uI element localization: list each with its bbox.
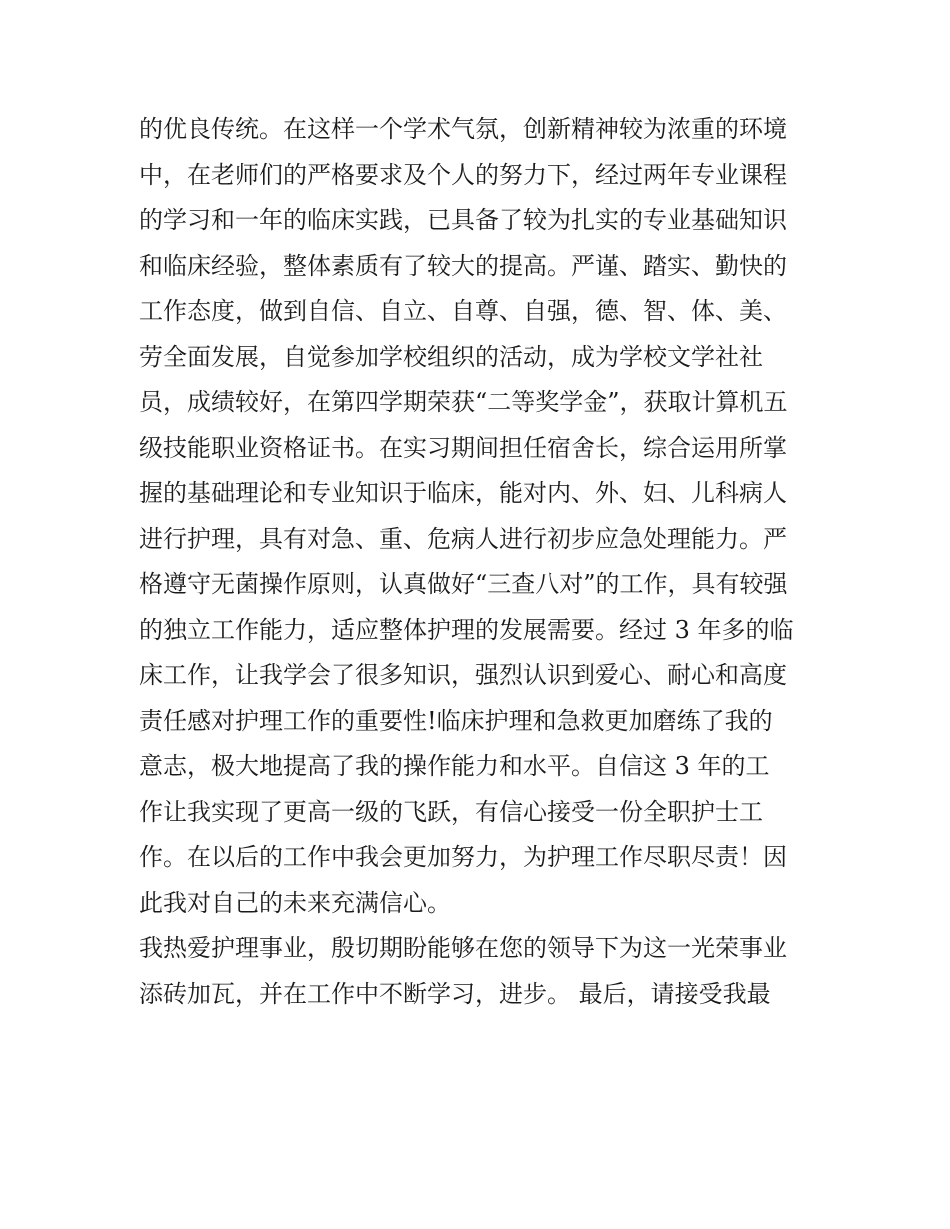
text-line: 中，在老师们的严格要求及个人的努力下，经过两年专业课程 [139, 160, 787, 189]
text-line: 作。在以后的工作中我会更加努力，为护理工作尽职尽责！因 [139, 843, 787, 871]
text-line: 此我对自己的未来充满信心。 [139, 888, 451, 917]
text-line: 握的基础理论和专业知识于临床，能对内、外、妇、儿科病人 [139, 479, 787, 507]
text-line: 劳全面发展，自觉参加学校组织的活动，成为学校文学社社 [139, 342, 763, 371]
text-line: 格遵守无菌操作原则，认真做好“三查八对”的工作，具有较强 [139, 570, 788, 598]
text-line: 我热爱护理事业，殷切期盼能够在您的领导下为这一光荣事业 [139, 934, 787, 962]
body-text [139, 107, 819, 1017]
text-line: 意志，极大地提高了我的操作能力和水平。自信这 3 年的工 [139, 752, 770, 780]
text-line: 的学习和一年的临床实践，已具备了较为扎实的专业基础知识 [139, 206, 787, 234]
text-line: 的独立工作能力，适应整体护理的发展需要。经过 3 年多的临 [139, 615, 794, 644]
text-line: 级技能职业资格证书。在实习期间担任宿舍长，综合运用所掌 [139, 433, 787, 462]
text-line: 员，成绩较好，在第四学期荣获“二等奖学金”，获取计算机五 [139, 388, 788, 416]
text-line: 进行护理，具有对急、重、危病人进行初步应急处理能力。严 [139, 524, 787, 553]
text-line: 责任感对护理工作的重要性!临床护理和急救更加磨练了我的 [139, 706, 773, 735]
text-line: 添砖加瓦，并在工作中不断学习，进步。 最后，请接受我最 [139, 979, 771, 1008]
text-line: 工作态度，做到自信、自立、自尊、自强，德、智、体、美、 [139, 297, 787, 325]
text-line: 的优良传统。在这样一个学术气氛，创新精神较为浓重的环境 [139, 115, 787, 143]
text-line: 床工作，让我学会了很多知识，强烈认识到爱心、耐心和高度 [139, 661, 787, 689]
text-line: 作让我实现了更高一级的飞跃，有信心接受一份全职护士工 [139, 797, 763, 826]
text-line: 和临床经验，整体素质有了较大的提高。严谨、踏实、勤快的 [139, 251, 787, 280]
